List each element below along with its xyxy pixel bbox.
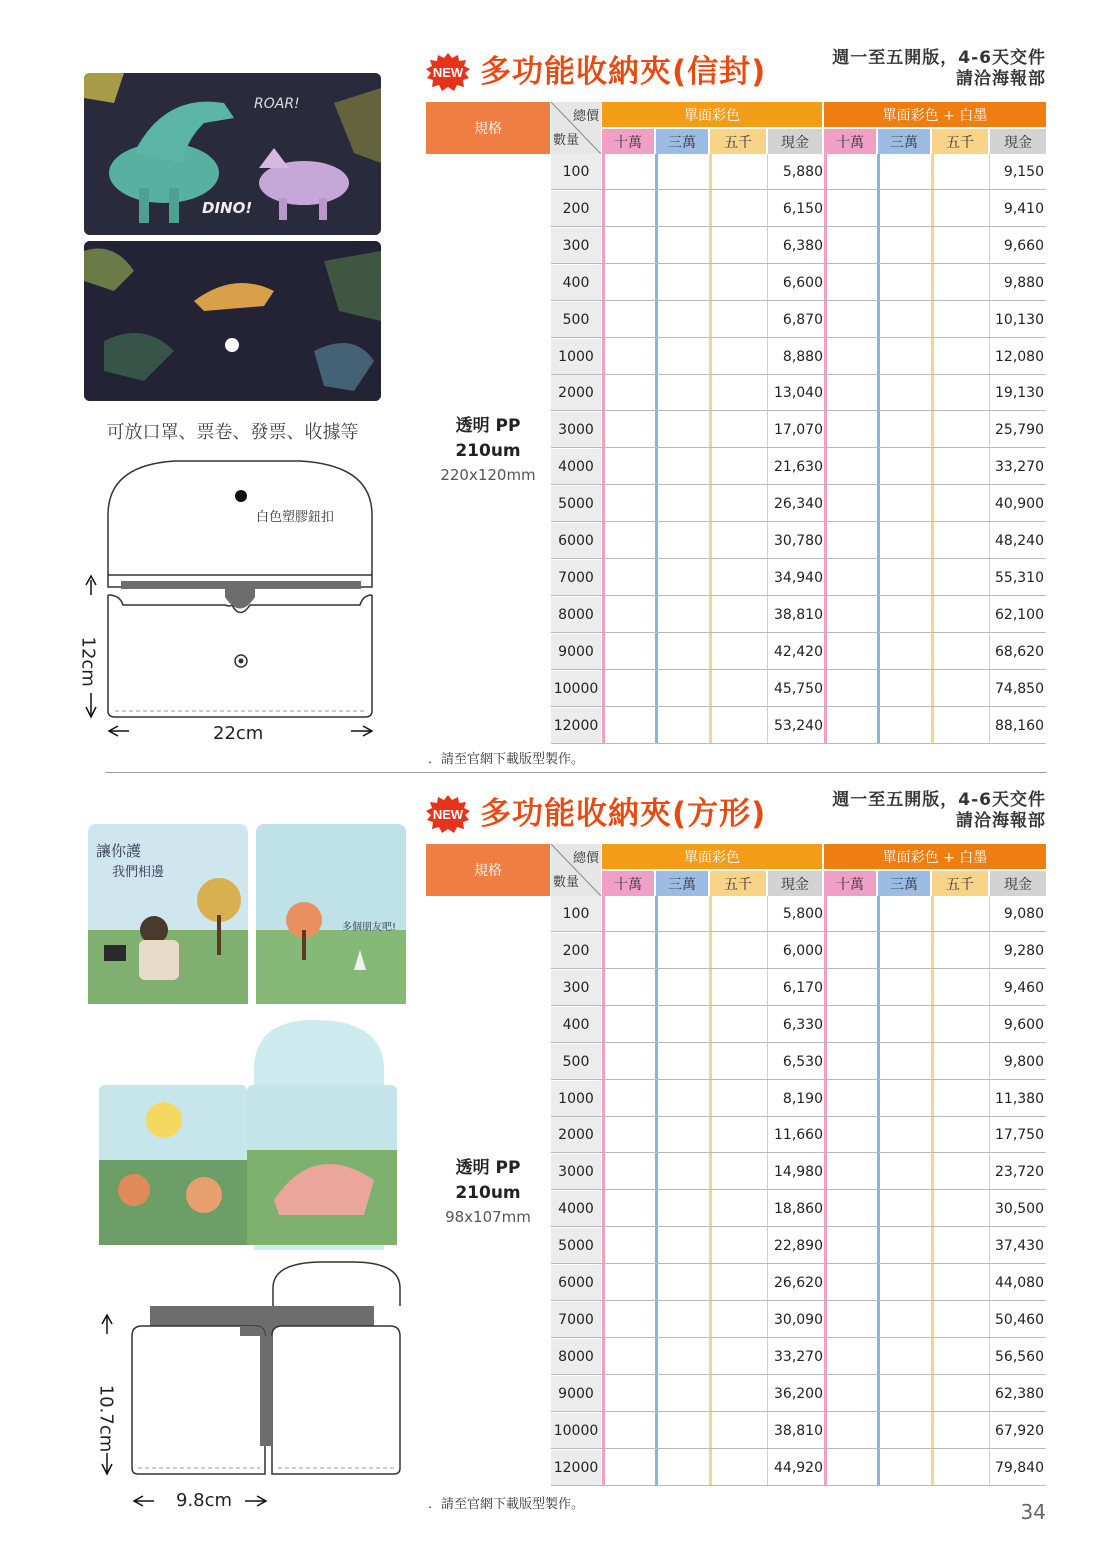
- dino-text: DINO!: [202, 199, 253, 217]
- table-row: [551, 597, 1046, 633]
- cash-price-color: 18,860: [774, 1201, 823, 1218]
- quantity-cell: 5000: [551, 1228, 601, 1264]
- cash-price-color: 36,200: [774, 1385, 823, 1402]
- cash-price-color: 13,040: [774, 385, 823, 402]
- template-note: ．請至官網下載版型製作。: [428, 752, 585, 767]
- row-rule: [551, 632, 1046, 633]
- table-row: [551, 1007, 1046, 1043]
- table-row: [551, 1191, 1046, 1227]
- cash-price-color: 26,340: [774, 496, 823, 513]
- quantity-cell: 12000: [551, 1450, 601, 1486]
- page-number: 34: [1020, 1500, 1046, 1524]
- cash-price-color-white: 55,310: [995, 569, 1044, 586]
- quantity-cell: 200: [551, 933, 601, 969]
- row-rule: [551, 1005, 1046, 1006]
- row-rule: [551, 1485, 1046, 1486]
- table-row: [551, 708, 1046, 744]
- price-table: [426, 102, 1046, 747]
- cash-price-color: 30,780: [774, 533, 823, 549]
- quantity-cell: 2000: [551, 375, 601, 411]
- table-row: [551, 1044, 1046, 1080]
- cash-price-color-white: 88,160: [995, 717, 1044, 734]
- cash-price-color-white: 62,380: [995, 1385, 1044, 1402]
- cash-price-color: 26,620: [774, 1275, 823, 1291]
- cash-price-color: 38,810: [774, 1422, 823, 1439]
- quantity-cell: 7000: [551, 560, 601, 596]
- table-row: [551, 375, 1046, 411]
- subheader: 十萬: [824, 129, 876, 154]
- subheader: 三萬: [878, 871, 930, 896]
- section-title: 多功能收納夾(信封): [480, 54, 767, 90]
- section-envelope: [0, 0, 1100, 775]
- table-row: [551, 302, 1046, 338]
- quantity-cell: 10000: [551, 671, 601, 707]
- subheader: 五千: [932, 129, 988, 154]
- cash-price-color: 5,880: [782, 164, 823, 180]
- cash-price-color-white: 19,130: [995, 385, 1044, 402]
- quantity-cell: 300: [551, 228, 601, 264]
- cash-price-color: 45,750: [774, 680, 823, 697]
- cash-price-color-white: 23,720: [995, 1164, 1044, 1181]
- cash-price-color-white: 74,850: [995, 680, 1044, 697]
- cash-price-color-white: 62,100: [995, 606, 1044, 623]
- quantity-cell: 5000: [551, 486, 601, 522]
- cash-price-color: 6,330: [782, 1016, 823, 1033]
- table-row: [551, 486, 1046, 522]
- cash-price-color: 14,980: [774, 1164, 823, 1181]
- cash-price-color-white: 67,920: [995, 1422, 1044, 1439]
- envelope-diagram: [75, 455, 385, 755]
- cash-price-color-white: 9,080: [1003, 906, 1044, 922]
- row-rule: [551, 1116, 1046, 1117]
- row-rule: [551, 706, 1046, 707]
- quantity-cell: 9000: [551, 634, 601, 670]
- quantity-cell: 400: [551, 1007, 601, 1043]
- table-row: [551, 1302, 1046, 1338]
- row-rule: [551, 1042, 1046, 1043]
- cash-price-color-white: 9,660: [1003, 237, 1044, 254]
- subheader: 十萬: [824, 871, 876, 896]
- subheader: 五千: [710, 129, 766, 154]
- row-rule: [551, 1263, 1046, 1264]
- cash-price-color: 6,150: [782, 200, 823, 217]
- row-rule: [551, 300, 1046, 301]
- row-rule: [551, 484, 1046, 485]
- template-note: ．請至官網下載版型製作。: [428, 1497, 585, 1512]
- row-rule: [551, 1448, 1046, 1449]
- row-rule: [551, 189, 1046, 190]
- table-corner: [551, 844, 601, 896]
- corner-total-label: 總價: [572, 851, 599, 866]
- table-row: [551, 1450, 1046, 1486]
- subheader: 三萬: [878, 129, 930, 154]
- table-row: [551, 671, 1046, 707]
- cash-price-color: 6,600: [782, 274, 823, 291]
- subheader: 現金: [768, 129, 822, 154]
- row-rule: [551, 263, 1046, 264]
- new-badge: [426, 794, 470, 834]
- table-row: [551, 1081, 1046, 1117]
- quantity-cell: 2000: [551, 1117, 601, 1153]
- material-spec: [426, 414, 550, 486]
- quantity-cell: 8000: [551, 1339, 601, 1375]
- group-header-color: 單面彩色: [602, 844, 822, 869]
- table-row: [551, 449, 1046, 485]
- row-rule: [551, 1300, 1046, 1301]
- quantity-cell: 7000: [551, 1302, 601, 1338]
- cash-price-color: 11,660: [774, 1127, 823, 1144]
- cash-price-color: 8,880: [782, 348, 823, 365]
- quantity-cell: 8000: [551, 597, 601, 633]
- cash-price-color-white: 30,500: [995, 1201, 1044, 1218]
- material-spec: [426, 1156, 550, 1228]
- row-rule: [551, 558, 1046, 559]
- table-row: [551, 1154, 1046, 1190]
- row-rule: [551, 1189, 1046, 1190]
- tagline-text-1: 讓你護: [96, 842, 142, 860]
- quantity-cell: 400: [551, 265, 601, 301]
- section-square: [0, 780, 1100, 1540]
- height-dimension: 10.7cm: [95, 1384, 117, 1453]
- new-badge: [426, 52, 470, 92]
- quantity-cell: 4000: [551, 1191, 601, 1227]
- table-row: [551, 523, 1046, 559]
- quantity-cell: 300: [551, 970, 601, 1006]
- quantity-cell: 3000: [551, 1154, 601, 1190]
- quantity-cell: 1000: [551, 1081, 601, 1117]
- table-row: [551, 191, 1046, 227]
- spec-header: 規格: [426, 844, 550, 896]
- product-photo-front: [84, 73, 381, 235]
- quantity-cell: 200: [551, 191, 601, 227]
- price-table: [426, 844, 1046, 1489]
- cash-price-color-white: 9,460: [1003, 979, 1044, 996]
- thickness-label: 210um: [455, 1183, 521, 1203]
- row-rule: [551, 1226, 1046, 1227]
- row-rule: [551, 374, 1046, 375]
- cash-price-color-white: 68,620: [995, 643, 1044, 660]
- cash-price-color: 38,810: [774, 606, 823, 623]
- square-folder-photos: [84, 820, 409, 1260]
- subheader: 十萬: [602, 871, 654, 896]
- corner-qty-label: 數量: [553, 875, 580, 890]
- button-label: 白色塑膠鈕扣: [256, 510, 335, 525]
- quantity-cell: 500: [551, 302, 601, 338]
- group-header-color-white: 單面彩色 + 白墨: [824, 102, 1046, 127]
- cash-price-color-white: 9,800: [1003, 1053, 1044, 1070]
- width-dimension: 22cm: [213, 723, 264, 744]
- table-row: [551, 970, 1046, 1006]
- cash-price-color-white: 33,270: [995, 459, 1044, 476]
- cash-price-color-white: 17,750: [995, 1127, 1044, 1144]
- cash-price-color-white: 9,280: [1003, 942, 1044, 959]
- table-row: [551, 1413, 1046, 1449]
- cash-price-color: 53,240: [774, 717, 823, 734]
- cash-price-color: 44,920: [774, 1459, 823, 1476]
- group-header-color-white: 單面彩色 + 白墨: [824, 844, 1046, 869]
- row-rule: [551, 447, 1046, 448]
- table-row: [551, 896, 1046, 932]
- quantity-cell: 10000: [551, 1413, 601, 1449]
- cash-price-color-white: 56,560: [995, 1348, 1044, 1365]
- row-rule: [551, 337, 1046, 338]
- quantity-cell: 100: [551, 154, 601, 190]
- quantity-cell: 6000: [551, 1265, 601, 1301]
- subheader: 三萬: [656, 129, 708, 154]
- quantity-cell: 1000: [551, 339, 601, 375]
- row-rule: [551, 595, 1046, 596]
- cash-price-color: 6,530: [782, 1053, 823, 1070]
- contact-line: 請洽海報部: [956, 811, 1046, 831]
- cash-price-color-white: 44,080: [995, 1275, 1044, 1291]
- subheader: 現金: [990, 129, 1046, 154]
- row-rule: [551, 1337, 1046, 1338]
- row-rule: [551, 1374, 1046, 1375]
- row-rule: [551, 931, 1046, 932]
- cash-price-color-white: 10,130: [995, 311, 1044, 328]
- table-row: [551, 228, 1046, 264]
- roar-text: ROAR!: [254, 96, 300, 112]
- cash-price-color-white: 40,900: [995, 496, 1044, 513]
- quantity-cell: 3000: [551, 412, 601, 448]
- cash-price-color-white: 37,430: [995, 1238, 1044, 1255]
- cash-price-color-white: 79,840: [995, 1459, 1044, 1476]
- height-dimension: 12cm: [77, 636, 99, 687]
- product-caption: 可放口罩、票卷、發票、收據等: [106, 422, 359, 443]
- table-corner: [551, 102, 601, 154]
- table-row: [551, 1339, 1046, 1375]
- cash-price-color-white: 25,790: [995, 422, 1044, 439]
- schedule-info: [832, 48, 1046, 90]
- cash-price-color-white: 50,460: [995, 1311, 1044, 1328]
- row-rule: [551, 1079, 1046, 1080]
- dinosaur-illustration: [84, 73, 381, 235]
- quantity-cell: 6000: [551, 523, 601, 559]
- table-row: [551, 933, 1046, 969]
- subheader: 十萬: [602, 129, 654, 154]
- group-header-color: 單面彩色: [602, 102, 822, 127]
- corner-qty-label: 數量: [553, 133, 580, 148]
- table-row: [551, 1376, 1046, 1412]
- thickness-label: 210um: [455, 441, 521, 461]
- schedule-info: [832, 790, 1046, 832]
- table-row: [551, 412, 1046, 448]
- friend-text: 多個朋友吧!: [342, 922, 397, 933]
- section-header: [426, 48, 1046, 108]
- cash-price-color: 17,070: [774, 422, 823, 439]
- table-row: [551, 1265, 1046, 1301]
- subheader: 五千: [932, 871, 988, 896]
- row-rule: [551, 968, 1046, 969]
- row-rule: [551, 226, 1046, 227]
- row-rule: [551, 521, 1046, 522]
- cash-price-color: 6,170: [782, 979, 823, 996]
- cash-price-color-white: 48,240: [995, 533, 1044, 549]
- badge-label: NEW: [432, 807, 464, 822]
- section-header: [426, 790, 1046, 850]
- row-rule: [551, 1152, 1046, 1153]
- table-row: [551, 634, 1046, 670]
- schedule-line: 週一至五開版，4-6天交件: [832, 48, 1046, 68]
- table-row: [551, 1228, 1046, 1264]
- cash-price-color: 6,870: [782, 311, 823, 328]
- cash-price-color: 8,190: [782, 1090, 823, 1107]
- size-label: 220x120mm: [440, 466, 536, 484]
- row-rule: [551, 743, 1046, 744]
- tagline-text-2: 我們相邊: [112, 865, 165, 880]
- cash-price-color: 6,000: [782, 942, 823, 959]
- product-photo-back: [84, 241, 381, 401]
- cash-price-color: 42,420: [774, 643, 823, 660]
- subheader: 現金: [768, 871, 822, 896]
- cash-price-color: 30,090: [774, 1311, 823, 1328]
- cash-price-color: 21,630: [774, 459, 823, 476]
- cash-price-color-white: 9,150: [1003, 164, 1044, 180]
- table-row: [551, 1117, 1046, 1153]
- quantity-cell: 9000: [551, 1376, 601, 1412]
- cash-price-color: 33,270: [774, 1348, 823, 1365]
- table-row: [551, 154, 1046, 190]
- contact-line: 請洽海報部: [956, 69, 1046, 89]
- cash-price-color-white: 9,600: [1003, 1016, 1044, 1033]
- row-rule: [551, 410, 1046, 411]
- size-label: 98x107mm: [445, 1208, 531, 1226]
- cash-price-color-white: 12,080: [995, 348, 1044, 365]
- dinosaur-back-illustration: [84, 241, 381, 401]
- table-row: [551, 339, 1046, 375]
- material-label: 透明 PP: [455, 416, 521, 436]
- quantity-cell: 12000: [551, 708, 601, 744]
- subheader: 三萬: [656, 871, 708, 896]
- width-dimension: 9.8cm: [176, 1490, 233, 1511]
- material-label: 透明 PP: [455, 1158, 521, 1178]
- cash-price-color-white: 11,380: [995, 1090, 1044, 1107]
- subheader: 現金: [990, 871, 1046, 896]
- table-row: [551, 265, 1046, 301]
- subheader: 五千: [710, 871, 766, 896]
- quantity-cell: 100: [551, 896, 601, 932]
- cash-price-color: 22,890: [774, 1238, 823, 1255]
- cash-price-color: 34,940: [774, 569, 823, 586]
- cash-price-color-white: 9,410: [1003, 200, 1044, 217]
- square-folder-diagram: [90, 1258, 415, 1508]
- spec-header: 規格: [426, 102, 550, 154]
- quantity-cell: 4000: [551, 449, 601, 485]
- section-divider: [106, 772, 1046, 773]
- corner-total-label: 總價: [572, 109, 599, 124]
- cash-price-color: 6,380: [782, 237, 823, 254]
- badge-label: NEW: [432, 65, 464, 80]
- schedule-line: 週一至五開版，4-6天交件: [832, 790, 1046, 810]
- quantity-cell: 500: [551, 1044, 601, 1080]
- cash-price-color: 5,800: [782, 906, 823, 922]
- row-rule: [551, 1411, 1046, 1412]
- row-rule: [551, 669, 1046, 670]
- section-title: 多功能收納夾(方形): [480, 796, 767, 832]
- table-row: [551, 560, 1046, 596]
- cash-price-color-white: 9,880: [1003, 274, 1044, 291]
